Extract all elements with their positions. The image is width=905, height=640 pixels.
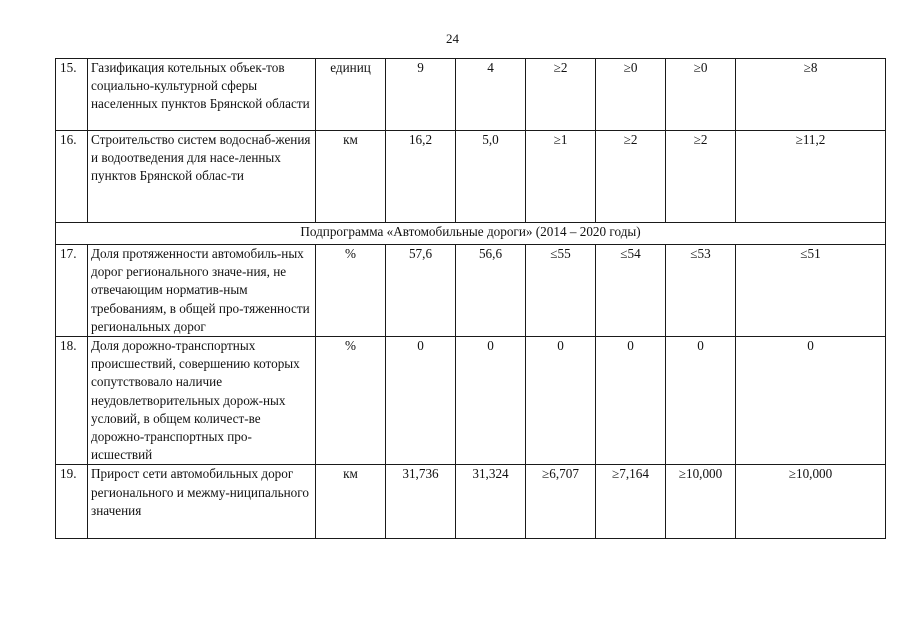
table-row [56,337,886,465]
value-cell: ≥10,000 [736,465,886,539]
value-cell: 56,6 [456,245,526,337]
value-cell: 4 [456,59,526,131]
value-cell: 31,324 [456,465,526,539]
row-number: 17. [56,245,88,337]
value-cell: ≤51 [736,245,886,337]
value-cell: ≤55 [526,245,596,337]
unit-cell: км [316,131,386,223]
unit-cell: км [316,465,386,539]
value-cell: ≥8 [736,59,886,131]
value-cell: ≥2 [596,131,666,223]
table-row [56,131,886,223]
value-cell: ≥2 [666,131,736,223]
value-cell: 16,2 [386,131,456,223]
value-cell: ≥6,707 [526,465,596,539]
row-number: 18. [56,337,88,465]
row-number: 16. [56,131,88,223]
value-cell: ≥0 [666,59,736,131]
indicators-table [55,58,886,539]
value-cell: ≤54 [596,245,666,337]
table-row [56,59,886,131]
value-cell: 31,736 [386,465,456,539]
subprogram-row [56,223,886,245]
page-number: 24 [446,31,459,46]
value-cell: 0 [736,337,886,465]
value-cell: 0 [526,337,596,465]
value-cell: ≤53 [666,245,736,337]
table-row [56,465,886,539]
indicator-name: Газификация котельных объек-тов социально-культурной сферы населенных пунктов Брянской области [88,59,316,131]
value-cell: 0 [456,337,526,465]
subprogram-title: Подпрограмма «Автомобильные дороги» (2014 – 2020 годы) [56,223,886,245]
unit-cell: % [316,245,386,337]
indicator-name: Доля протяженности автомобиль-ных дорог регионального значе-ния, не отвечающим норматив-ным требованиям, в общей про-тяженности региональных дорог [88,245,316,337]
value-cell: ≥0 [596,59,666,131]
value-cell: 9 [386,59,456,131]
indicator-name: Прирост сети автомобильных дорог регионального и межму-ниципального значения [88,465,316,539]
value-cell: ≥7,164 [596,465,666,539]
value-cell: ≥10,000 [666,465,736,539]
value-cell: 5,0 [456,131,526,223]
row-number: 15. [56,59,88,131]
unit-cell: единиц [316,59,386,131]
table-row [56,245,886,337]
value-cell: ≥1 [526,131,596,223]
value-cell: ≥11,2 [736,131,886,223]
value-cell: 0 [386,337,456,465]
value-cell: 0 [596,337,666,465]
indicator-name: Строительство систем водоснаб-жения и водоотведения для насе-ленных пунктов Брянской облас-ти [88,131,316,223]
indicator-name: Доля дорожно-транспортных происшествий, совершению которых сопутствовало наличие неудовлетворительных дорож-ных условий, в общем количест-ве дорожно-транспортных про-исшествий [88,337,316,465]
value-cell: ≥2 [526,59,596,131]
value-cell: 0 [666,337,736,465]
row-number: 19. [56,465,88,539]
unit-cell: % [316,337,386,465]
value-cell: 57,6 [386,245,456,337]
